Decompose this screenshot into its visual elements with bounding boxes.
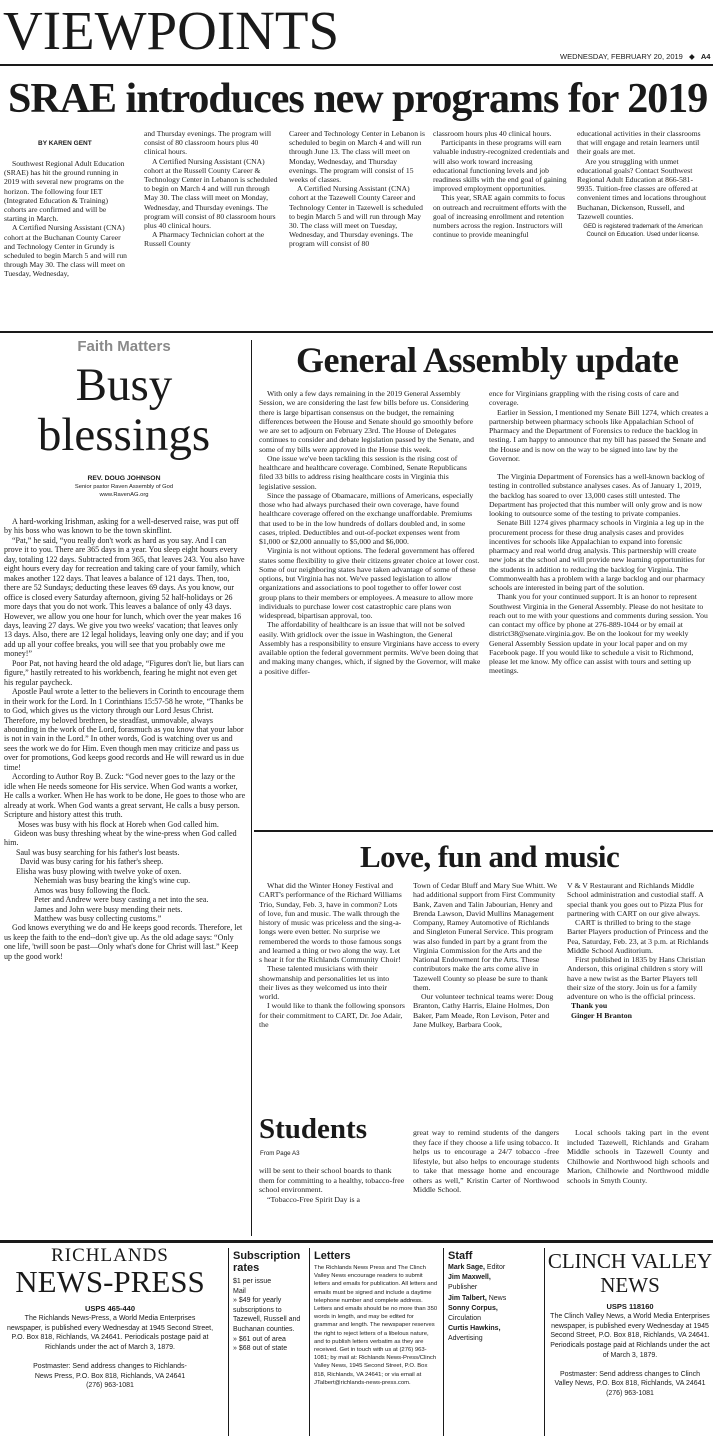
staff-name: Sonny Corpus, <box>448 1304 498 1312</box>
staff-role: Advertising <box>448 1335 483 1343</box>
paragraph: Virginia is not without options. The federal government has offered states some flexibility to give their citizens greater choice at lower cost. Some of our neighboring states have taken advantage of some of these options, but Virginia has not. We've passed legislation to allow organizations and associations to pool together to offer lower cost group plans to their members or employees. A measure to allow more individuals to purchase lower cost catastrophic care plans won widespread, bipartisan approval, too. <box>259 546 480 620</box>
signoff-thanks: Thank you <box>571 1001 608 1011</box>
cvn-name-2: NEWS <box>600 1273 660 1297</box>
students-headline: Students <box>259 1113 367 1145</box>
staff-role: Circulation <box>448 1315 482 1323</box>
faith-title-1: Busy <box>75 359 173 411</box>
paragraph: Local schools taking part in the event included Tazewell, Richlands and Graham Middle schools in Tazewell County and Chilhowie and Northwood high schools and Marion, Chilhowie and Northwood middle schools in Smyth County. <box>567 1128 709 1185</box>
paragraph: The Virginia Department of Forensics has a well-known backlog of testing in controlled substance analyses cases. As of January 1, 2019, the backlog has soared to over 13,000 cases still untested. The Department has projected that this number will only grow and is now looking to outsource some of the testing to private companies. <box>489 472 705 518</box>
paragraph: Are you struggling with unmet educational goals? Contact Southwest Regional Adult Education at 866-581-9935. Tuition-free classes are offered at convenient times and locations throughout Buchanan, Dickenson, Russell, and Tazewell counties. <box>577 156 707 221</box>
paragraph: will be sent to their school boards to thank them for committing to a healthy, tobacco-free school environment. <box>259 1166 405 1194</box>
staff-entry <box>448 1294 540 1304</box>
srae-byline: BY KAREN GENT <box>38 140 92 147</box>
paragraph: Career and Technology Center in Lebanon is scheduled to begin on March 4 and will run through June 13. The class will meet on Monday, Wednesday, and Thursday evenings. The program will consist of 15 weeks of classes. <box>289 129 425 185</box>
students-column-1 <box>259 1166 405 1228</box>
paragraph: What did the Winter Honey Festival and CART's performance of the Richard Williams Trio, Sunday, Feb. 3, have in common? Lots of love, fun and music. The walk through the history of music was priceless and the sing-a-longs were even better. No surprise we remembered the words to those famous songs and learned a thing or two along the way. Let s hear it for the Richlands Community Choir! <box>259 881 402 964</box>
paragraph: Since the passage of Obamacare, millions of Americans, especially those who had always purchased their own coverage, have found healthcare coverage offered on the exchange unaffordable. Premiums that used to be in the low hundreds of dollars doubled and, in some cases, tripled. Deductibles and out-of-pocket expenses went from $1,000 or $2,000 annually to $5,000 and $6,000. <box>259 490 474 546</box>
paragraph: Poor Pat, not having heard the old adage, “Figures don't lie, but liars can figure,” hastily retreated to his workbench, fearing he might not even get his regular paycheck. <box>4 658 245 687</box>
staff-entry <box>448 1263 540 1273</box>
diamond-icon: ◆ <box>688 52 695 61</box>
section-title: VIEWPOINTS <box>3 0 340 61</box>
faith-author: REV. DOUG JOHNSON <box>87 475 161 482</box>
paragraph: “Pat,” he said, “you really don't work as hard as you say. And I can prove it to you. There are 365 days in a year. You sleep eight hours every day, totaling 122 days. Subtracted from 365, that leaves 243. You also have eight hours every day for recreation and taking care of your family, which makes another 122 days. That leaves a balance of 121 days. Then, too, there are 52 Sundays; deducting these leaves 69 days. As you know, our office is closed every Saturday afternoon, giving 52 half-holidays or 26 more days that you do not work. This leaves a balance of only 43 days. However, we allow you one hour for lunch, which over the year makes 16 days, leaving 27 days. We give you two weeks' vacation; that leaves only 13 days. Also, there are 12 legal holidays, leaving only one day; and if you add up all your coffee breaks, you will see that you probably owe me money!” <box>4 535 245 659</box>
ga-column-2 <box>489 389 709 829</box>
staff-name: Jim Maxwell, <box>448 1274 491 1282</box>
section-rule <box>0 331 713 333</box>
staff-title: Staff <box>448 1250 473 1262</box>
letters-box <box>314 1250 438 1387</box>
faith-author-web: www.RavenAG.org <box>99 492 149 498</box>
signoff-name: Ginger H Branton <box>571 1010 632 1020</box>
paragraph: With only a few days remaining in the 2019 General Assembly Session, we are considering the last few bills before us. Considering there is large bipartisan consensus on the budget, the remaining differences between the House and Senate should go smoothly before we are set to adjourn on February 23rd. The House of Delegates continues to consider and debate legislation passed by the Senate, and some of my bills were approved in the House this week. <box>259 389 474 454</box>
paragraph: A hard-working Irishman, asking for a well-deserved raise, was put off by his boss who was known to be the town skinflint. <box>4 517 239 536</box>
paragraph: These talented musicians with their showmanship and personalities let us into their lives as they welcomed us into their world. <box>259 964 390 1001</box>
paragraph: A Certified Nursing Assistant (CNA) cohort at the Tazewell County Career and Technology Center in Tazewell is scheduled to begin March 5 and will run through May 30. The class will meet on Tuesday, Wednesday, and Thursday evenings. The program will consist of 80 <box>289 184 423 249</box>
paragraph: Southwest Regional Adult Education (SRAE) has hit the ground running in 2019 with several new programs on the horizon. The following four IET (Integrated Education & Training) cohorts are confirmed and will be starting in March. <box>4 159 125 224</box>
staff-name: Mark Sage, <box>448 1264 485 1271</box>
footer-rule <box>0 1240 713 1243</box>
paragraph: God knows everything we do and He keeps good records. Therefore, let us keep the faith to the end--don't give up. As the old adage says: “Only one life, 'twill soon be past—Only what's done for Christ will last.” Keep up the good work! <box>4 923 243 961</box>
love-column-2 <box>413 881 559 1111</box>
faith-kicker: Faith Matters <box>77 338 171 355</box>
staff-role: Editor <box>486 1264 506 1271</box>
faith-body <box>4 517 246 1225</box>
paragraph: Participants in these programs will earn valuable industry-recognized credentials and will also work toward increasing educational functioning levels and job readiness skills with the end goal of gaining improved employment opportunities. <box>433 138 569 194</box>
paragraph: Senate Bill 1274 gives pharmacy schools in Virginia a leg up in the procurement process for these drug analysis cases and provides incentives for schools like Appalachian to expand into forensic pharmacy and real world drug analysis. This partnership will create new jobs at the school and will provide new learning opportunities for the students in addition to reducing the backlog for Virginia. The Commonwealth has a problem with a large backlog and our pharmacy schools are interested in being part of the solution. <box>489 518 705 592</box>
paragraph: Thank you for your continued support. It is an honor to represent Southwest Virginia in the General Assembly. Please do not hesitate to reach out to me with your questions and comments during session. You can contact my office by phone at 276-889-1044 or by email at district38@senate.virginia.gov. Be on the lookout for my weekly General Assembly Session update in your local paper and on my Facebook page. If you would like to schedule a visit to Richmond, please let me know. My office can assist with tours and setting up meetings. <box>489 592 708 676</box>
column-divider <box>251 340 252 1236</box>
paragraph: The affordability of healthcare is an issue that will not be solved easily. With gridlock over the issue in Washington, the General Assembly has a responsibility to ensure Virginians have access to every available option the federal government permits. We've been doing that and making many changes, which, if signed by the Governor, will make a positive differ- <box>259 620 481 676</box>
cvn-name-1: CLINCH VALLEY <box>547 1249 713 1273</box>
students-column-2 <box>413 1128 559 1228</box>
love-column-3 <box>567 881 709 1111</box>
footer-divider <box>309 1248 310 1436</box>
staff-role: News <box>488 1294 507 1302</box>
students-from: From Page A3 <box>260 1150 300 1157</box>
staff-name: Curtis Hawkins, <box>448 1325 501 1333</box>
verse: Saul was busy searching for his father's lost beasts. <box>16 847 180 857</box>
date-text: WEDNESDAY, FEBRUARY 20, 2019 <box>560 52 683 61</box>
paragraph: I would like to thank the following sponsors for their commitment to CART, Dr. Joe Adair, the <box>259 1001 405 1029</box>
letters-title: Letters <box>314 1250 351 1262</box>
page-number: A4 <box>700 52 711 61</box>
paragraph: A Certified Nursing Assistant (CNA) cohort at the Buchanan County Career and Technology Center in Grundy is scheduled to begin March 5 and will run through May 30. The class will meet on Tuesday, Wednesday, <box>4 223 127 279</box>
footer-divider <box>228 1248 229 1436</box>
staff-entry <box>448 1324 540 1344</box>
rnp-postmaster: Postmaster: Send address changes to Richlands-News Press, P.O. Box 818, Richlands, VA 24641 (276) 963-1081 <box>33 1362 187 1390</box>
verse: Matthew was busy collecting customs.” <box>34 914 162 924</box>
students-column-3 <box>567 1128 709 1228</box>
faith-title-2: blessings <box>37 409 211 461</box>
srae-headline: SRAE introduces new programs for 2019 <box>8 76 708 122</box>
paragraph: This year, SRAE again commits to focus on outreach and recruitment efforts with the goal of increasing enrollment and retention numbers across the region. Instructors will continue to provide meaningful <box>433 193 567 240</box>
faith-column <box>0 338 248 499</box>
subscription-line: » $68 out of state <box>233 1345 288 1353</box>
subscription-title: Subscription rates <box>233 1250 301 1274</box>
verse: Amos was busy following the flock. <box>34 885 150 895</box>
paragraph: One issue we've been tackling this session is the rising cost of healthcare and healthcare coverage. Combined, Senate Republicans filed 33 bills to address rising healthcare costs in Virginia this legislative session. <box>259 453 467 491</box>
footer-divider <box>544 1248 545 1436</box>
srae-column-4 <box>433 129 569 319</box>
verse: Gideon was busy threshing wheat by the wine-press when God called him. <box>4 828 237 848</box>
paragraph: educational activities in their classrooms that will engage and retain learners until their goals are met. <box>577 129 701 157</box>
section-rule <box>254 830 713 832</box>
staff-entry <box>448 1304 540 1324</box>
verse: Peter and Andrew were busy casting a net into the sea. <box>34 895 209 905</box>
subscription-line: $1 per issue <box>233 1278 272 1285</box>
subscription-line: » $49 for yearly subscriptions to Tazewell, Russell and Buchanan counties. <box>233 1297 301 1333</box>
cvn-box <box>547 1249 713 1399</box>
srae-column-1 <box>4 159 130 325</box>
cvn-body: The Clinch Valley News, a World Media Enterprises newspaper, is published every Wednesday at 1945 Second Street, P.O. Box 818, Richlands, VA 24641. Periodicals postage paid at Richlands under the act of March 3, 1879. <box>550 1313 710 1359</box>
subscription-line: » $61 out of area <box>233 1335 286 1343</box>
staff-box <box>448 1250 540 1345</box>
paragraph: ence for Virginians grappling with the rising costs of care and coverage. <box>489 389 679 408</box>
staff-name: Jim Talbert, <box>448 1294 487 1302</box>
paragraph: First published in 1835 by Hans Christian Anderson, this original children s story will have a new twist as the Barter Players tell their size of the story. Join us for a family adventure on who is the official princess. <box>567 955 706 1001</box>
paragraph: Earlier in Session, I mentioned my Senate Bill 1274, which creates a partnership between pharmacy schools like Appalachian School of Pharmacy and the Department of Forensics to reduce the backlog in testing. I am happy to announce that my bill has passed the Senate and the House and is now on the way to be signed into law by the Governor. <box>489 407 709 463</box>
subscription-line: Mail <box>233 1287 246 1295</box>
rnp-usps: USPS 465-440 <box>84 1304 136 1313</box>
love-column-1 <box>259 881 405 1111</box>
paragraph: “Tobacco-Free Spirit Day is a <box>267 1194 360 1204</box>
paragraph: Our volunteer technical teams were: Doug Branton, Cathy Harris, Elaine Holmes, Don Baker, Pam Meade, Ron Levison, Peter and Jane Mulkey, Barbara Cook, <box>413 992 554 1029</box>
ged-note: GED is registered trademark of the American Council on Education. Used under license. <box>583 224 703 238</box>
paragraph: A Pharmacy Technician cohort at the Russell County <box>144 230 265 249</box>
ga-column-1 <box>259 389 481 829</box>
verse: James and John were busy mending their nets. <box>34 904 183 914</box>
verse: David was busy caring for his father's sheep. <box>20 857 164 867</box>
srae-column-2 <box>144 129 280 319</box>
staff-entry <box>448 1273 540 1293</box>
masthead-rule <box>0 64 713 66</box>
letters-body: The Richlands News Press and The Clinch Valley News encourage readers to submit letters and emails for publication. All letters and emails must be signed and include a daytime telephone number and complete address. Letters and emails should be no more than 350 words in length, and may be edited for grammar and length. The newspaper reserves the right to reject letters of a libelous nature, and to publish letters verbatim as they are received. Get in touch with us at (276) 963-1081; by mail at: Richlands News-Press/Clinch Valley News, 1945 Second Street, P.O. Box 818, Richlands, VA 24641; or via email at JTalbert@richlands-news-press.com. <box>314 1265 438 1386</box>
paragraph: great way to remind students of the dangers they face if they choose a life using tobacco. It helps us to encourage a 24/7 tobacco -free lifestyle, but also helps to encourage students to take that message home and encourage others as well,” Kristin Carter of Northwood Middle School. <box>413 1128 559 1194</box>
subscription-box <box>233 1250 305 1354</box>
rnp-name-2: NEWS-PRESS <box>15 1264 205 1299</box>
cvn-postmaster: Postmaster: Send address changes to Clinch Valley News, P.O. Box 818, Richlands, VA 24641 (276) 963-1081 <box>554 1370 706 1397</box>
ga-headline: General Assembly update <box>296 340 679 380</box>
love-headline: Love, fun and music <box>360 839 620 874</box>
staff-role: Publisher <box>448 1284 478 1292</box>
cvn-usps: USPS 118160 <box>606 1302 654 1311</box>
srae-column-3 <box>289 129 425 319</box>
paragraph: V & V Restaurant and Richlands Middle School administration and custodial staff. A special thank you goes out to Pizza Plus for partnering with CART on our give always. <box>567 881 704 918</box>
paragraph: Town of Cedar Bluff and Mary Sue Whitt. We had additional support from First Community Bank, Zaven and Talin Jabourian, Henry and Brenda Lawson, David Mullins Management Company, Ramey Automotive of Richlands and Singleton Funeral Service. This program was also funded in part by a grant from the Virginia Commission for the Arts and the National Endowment for the Arts. These contributors make the arts come alive in Tazewell County so please be sure to thank them. <box>413 881 558 992</box>
paragraph: and Thursday evenings. The program will consist of 80 classroom hours plus 40 clinical hours. <box>144 129 272 157</box>
verse: Moses was busy with his flock at Horeb when God called him. <box>18 819 219 829</box>
paragraph: classroom hours plus 40 clinical hours. <box>433 129 552 138</box>
dateline <box>560 52 710 61</box>
paragraph: A Certified Nursing Assistant (CNA) cohort at the Russell County Career & Technology Center in Lebanon is scheduled to begin on March 4 and will run through May 30. The class will meet on Monday, Wednesday, and Thursday evenings. The program will consist of 80 classroom hours plus 40 clinical hours. <box>144 156 278 231</box>
paragraph: CART is thrilled to bring to the stage Barter Players production of Princess and the Pea, Saturday, Feb. 23, at 3 p.m. at Richlands Middle School Auditorium. <box>567 918 709 955</box>
rnp-box <box>0 1246 220 1391</box>
faith-author-title: Senior pastor Raven Assembly of God <box>74 484 174 490</box>
verse: Nehemiah was busy bearing the king's wine cup. <box>34 876 191 886</box>
footer-divider <box>443 1248 444 1436</box>
verse: Elisha was busy plowing with twelve yoke of oxen. <box>16 866 182 876</box>
rnp-body: The Richlands News-Press, a World Media Enterprises newspaper, is published every Wednesday at 1945 Second Street, P.O. Box 818, Richlands, VA 24641. Periodicals postage paid at Richlands under the act of March 3, 1879. <box>6 1315 214 1352</box>
rnp-name-1: RICHLANDS <box>51 1245 169 1266</box>
paragraph: Apostle Paul wrote a letter to the believers in Corinth to encourage them in their work for the Lord. In 1 Corinthians 15:57-58 he wrote, “Thanks be to God, which gives us the victory through our Lord Jesus Christ. Therefore, my beloved brethren, be steadfast, unmovable, always abounding in the work of the Lord, forasmuch as you know that your labor is not in vain in the Lord.” In other words, God is watching over us and sees the work we do for Him. Even though men may criticize and pass us over for promotions, God keeps good records and He will reward us in due time! <box>4 687 244 772</box>
srae-column-5 <box>577 129 709 319</box>
paragraph: According to Author Roy B. Zuck: “God never goes to the lazy or the idle when He needs someone for His service. When God wants a worker, He calls a worker. When He has work to be done, He goes to those who are already at work. When God wants a great servant, He calls a busy person. Scripture and history attest this truth. <box>4 772 246 820</box>
